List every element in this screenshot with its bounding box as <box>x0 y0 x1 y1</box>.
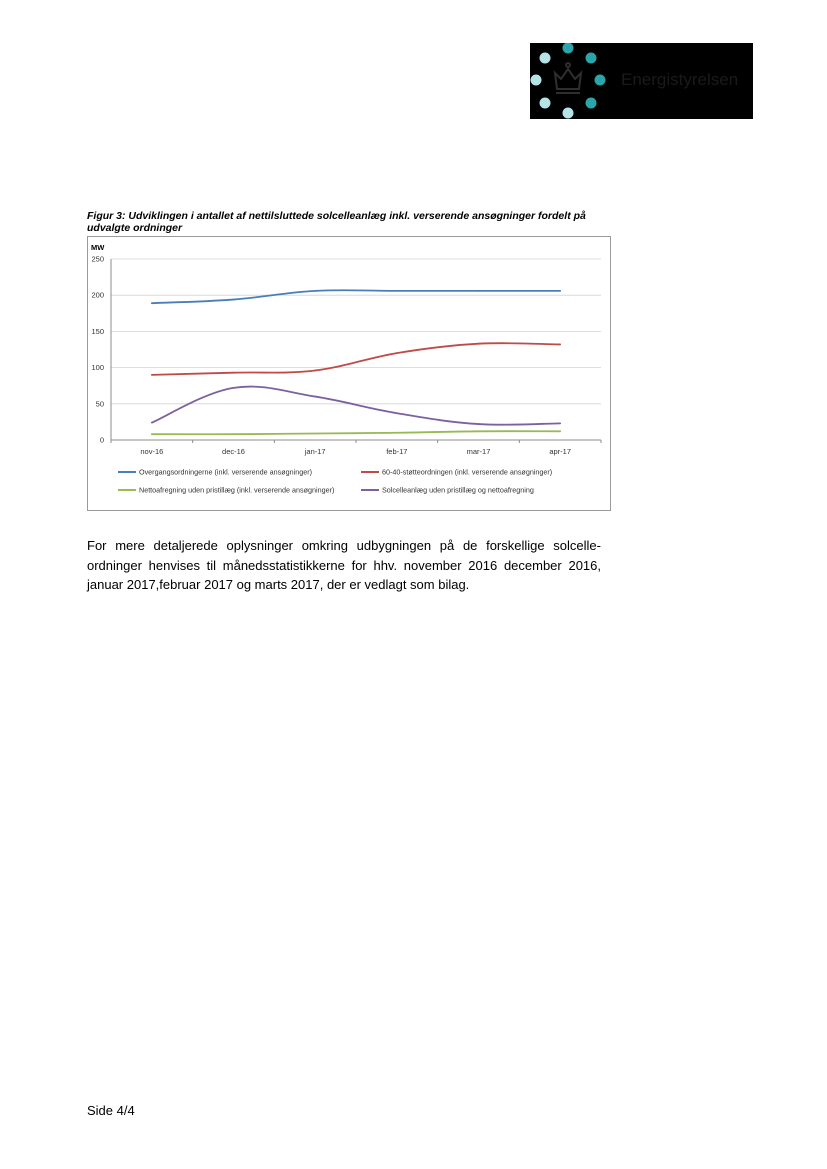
figure-caption: Figur 3: Udviklingen i antallet af nettilsluttede solcelleanlæg inkl. verserende ansøgninger fordelt på udvalgte ordninger <box>87 210 586 234</box>
y-tick-label: 100 <box>91 363 104 373</box>
x-tick-label: nov-16 <box>140 447 164 456</box>
data-point <box>151 302 153 304</box>
logo-dot <box>563 108 574 119</box>
chart-canvas <box>88 237 612 512</box>
crown-icon <box>555 63 581 93</box>
x-tick-label: jan-17 <box>304 447 326 456</box>
series-line-4 <box>152 387 560 425</box>
data-point <box>559 344 561 346</box>
x-tick-label: mar-17 <box>466 447 491 456</box>
data-point <box>233 387 235 389</box>
logo-dot <box>563 43 574 54</box>
data-point <box>559 430 561 432</box>
y-axis-label: MW <box>91 243 105 252</box>
data-point <box>233 372 235 374</box>
y-tick-label: 200 <box>91 290 104 300</box>
data-point <box>314 370 316 372</box>
data-point <box>559 290 561 292</box>
data-point <box>478 423 480 425</box>
data-point <box>233 433 235 435</box>
legend-label: 60-40-støtteordningen (inkl. verserende ansøgninger) <box>382 467 553 477</box>
data-point <box>151 422 153 424</box>
legend-label: Nettoafregning uden pristillæg (inkl. verserende ansøgninger) <box>139 485 335 495</box>
legend-label: Overgangsordningerne (inkl. verserende ansøgninger) <box>139 467 312 477</box>
logo-dot <box>531 75 542 86</box>
data-point <box>478 430 480 432</box>
body-paragraph: For mere detaljerede oplysninger omkring udbygningen på de forskellige solcelle-ordninger henvises til månedsstatistikkerne for hhv. november 2016 december 2016, januar 2017,februar 2017 og marts 2017, der er vedlagt som bilag. <box>87 538 601 592</box>
legend-label: Solcelleanlæg uden pristillæg og nettoafregning <box>382 485 534 495</box>
data-point <box>478 290 480 292</box>
series-line-3 <box>152 431 560 434</box>
data-point <box>233 299 235 301</box>
y-tick-label: 250 <box>91 254 104 264</box>
data-point <box>314 433 316 435</box>
y-tick-label: 150 <box>91 326 104 336</box>
data-point <box>396 352 398 354</box>
energistyrelsen-logo <box>530 43 753 119</box>
logo-dot <box>540 53 551 64</box>
logo-dot <box>586 53 597 64</box>
data-point <box>151 433 153 435</box>
data-point <box>314 396 316 398</box>
data-point <box>559 422 561 424</box>
series-line-1 <box>152 290 560 303</box>
data-point <box>478 343 480 345</box>
logo-dot <box>540 98 551 109</box>
series-line-2 <box>152 343 560 375</box>
x-tick-label: dec-16 <box>222 447 245 456</box>
y-tick-label: 0 <box>99 435 104 445</box>
page-number: Side 4/4 <box>87 1103 135 1118</box>
data-point <box>396 432 398 434</box>
data-point <box>396 412 398 414</box>
logo-dot <box>586 98 597 109</box>
data-point <box>396 290 398 292</box>
logo-dot <box>595 75 606 86</box>
x-tick-label: feb-17 <box>386 447 408 456</box>
y-tick-label: 50 <box>95 399 104 409</box>
line-chart <box>87 236 611 511</box>
data-point <box>151 374 153 376</box>
logo-text: Energistyrelsen <box>621 70 739 89</box>
data-point <box>314 290 316 292</box>
x-tick-label: apr-17 <box>549 447 572 456</box>
